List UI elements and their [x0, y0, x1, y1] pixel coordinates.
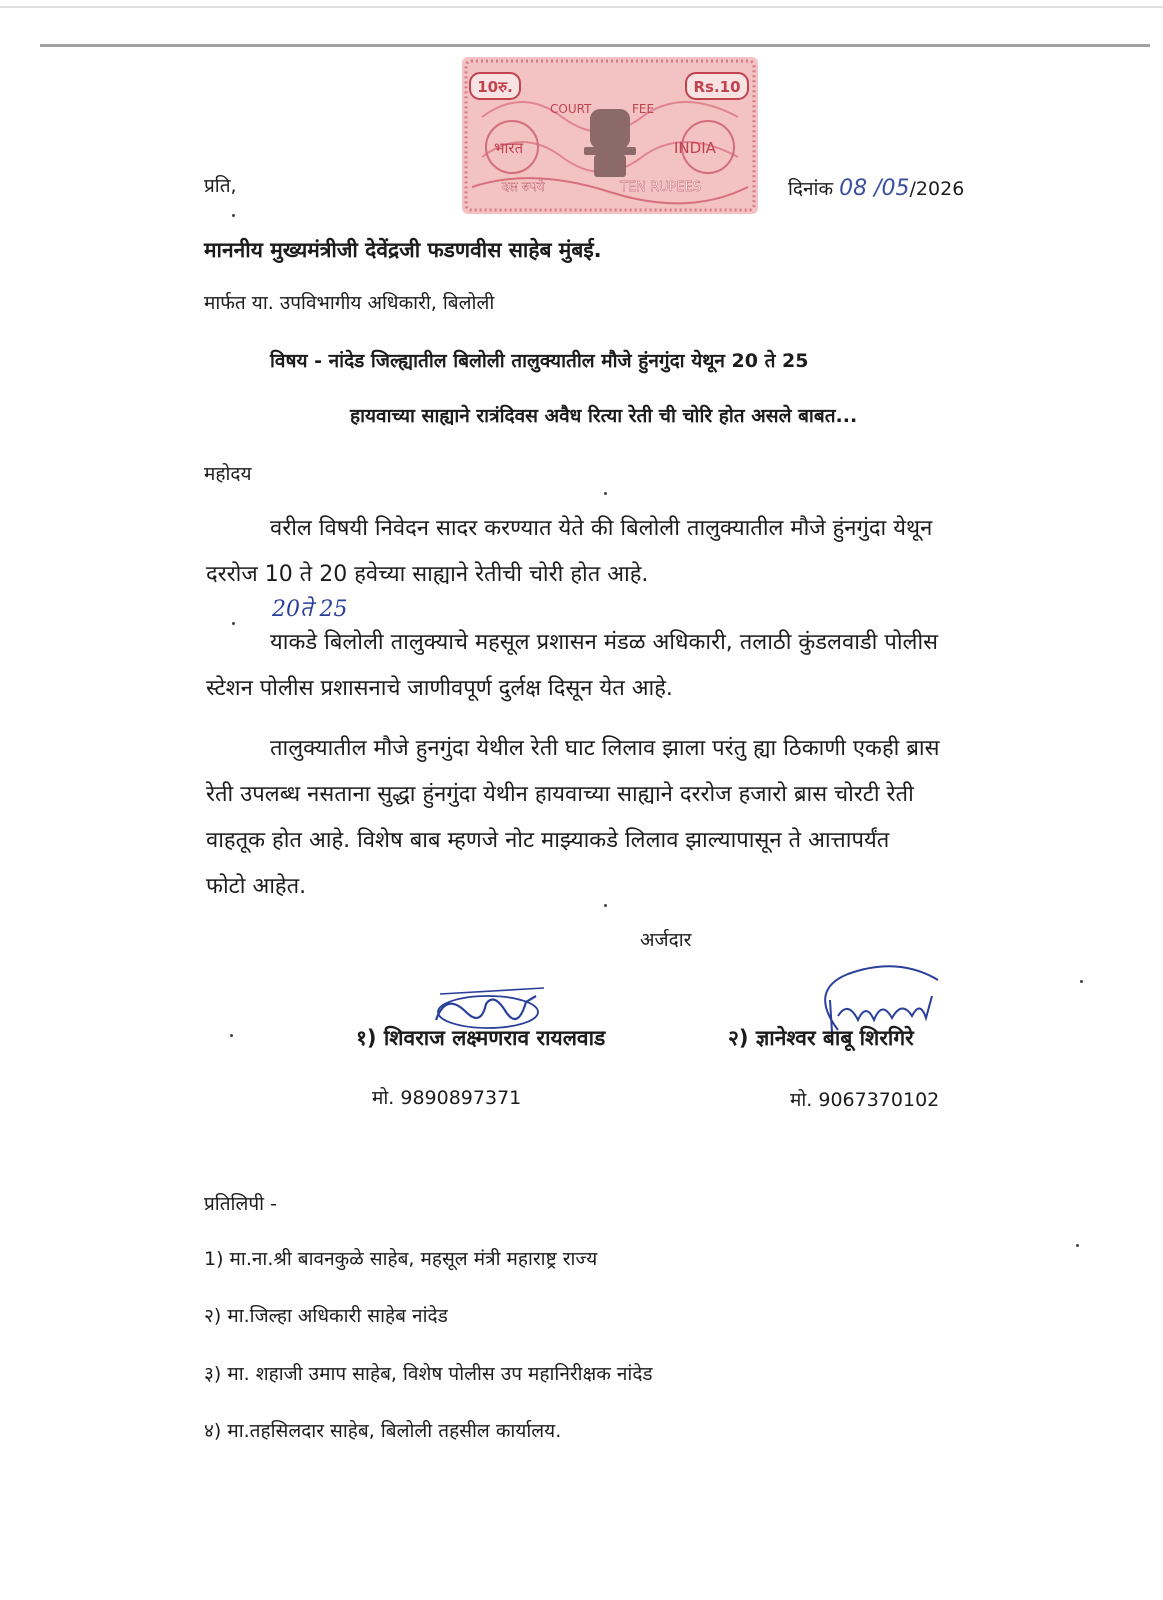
- para3-line2: रेती उपलब्ध नसताना सुद्धा हुंनगुंदा येथीन हायवाच्या साह्याने दररोज हजारो ब्रास चोरटी रेती: [206, 782, 914, 807]
- date-label: दिनांक: [788, 178, 834, 200]
- para1-line2: दररोज 10 ते 20 हवेच्या साह्याने रेतीची चोरी होत आहे.: [206, 562, 649, 587]
- subject-line-2: हायवाच्या साह्याने रात्रंदिवस अवैध रित्या रेती ची चोरि होत असले बाबत...: [350, 405, 858, 427]
- para2-line2: स्टेशन पोलीस प्रशासनाचे जाणीवपूर्ण दुर्लक्ष दिसून येत आहे.: [206, 676, 673, 701]
- applicant-1-phone: मो. 9890897371: [372, 1087, 522, 1109]
- copy-item-4: ४) मा.तहसिलदार साहेब, बिलोली तहसील कार्यालय.: [204, 1420, 562, 1442]
- copy-label: प्रतिलिपी -: [204, 1193, 277, 1215]
- scan-speck: [230, 1034, 233, 1037]
- copy-item-3: ३) मा. शहाजी उमाप साहेब, विशेष पोलीस उप महानिरीक्षक नांदेड: [204, 1363, 653, 1385]
- scan-speck: [1076, 1244, 1079, 1247]
- applicant-2-name: २) ज्ञानेश्वर बाबू शिरगिरे: [728, 1026, 914, 1050]
- applicant-label: अर्जदार: [640, 929, 692, 951]
- stamp-fee: FEE: [632, 102, 655, 116]
- stamp-country-en: INDIA: [674, 139, 716, 157]
- top-rule: [40, 44, 1150, 47]
- scan-speck: [232, 214, 235, 217]
- scan-edge-line: [0, 6, 1163, 8]
- to-label: प्रति,: [204, 175, 237, 197]
- scan-speck: [604, 492, 607, 495]
- court-fee-stamp: [462, 57, 758, 214]
- body-paragraph-2: [206, 620, 1086, 666]
- date-line: दिनांक 08 /05/2026: [788, 176, 965, 201]
- salutation: महोदय: [204, 463, 252, 485]
- para3-line3: वाहतूक होत आहे. विशेष बाब म्हणजे नोट माझ्याकडे लिलाव झाल्यापासून ते आत्तापर्यंत: [206, 828, 890, 853]
- scan-speck: [232, 622, 235, 625]
- stamp-value-left: 10रु.: [477, 78, 513, 96]
- scan-speck: [1080, 980, 1083, 983]
- stamp-words-hi: दस रुपये: [502, 180, 545, 195]
- applicant-2-phone: मो. 9067370102: [790, 1089, 940, 1111]
- para3-line1: तालुक्यातील मौजे हुनगुंदा येथील रेती घाट लिलाव झाला परंतु ह्या ठिकाणी एकही ब्रास: [270, 736, 940, 761]
- copy-item-1: 1) मा.ना.श्री बावनकुळे साहेब, महसूल मंत्री महाराष्ट्र राज्य: [204, 1248, 598, 1270]
- para2-line1: याकडे बिलोली तालुक्याचे महसूल प्रशासन मंडळ अधिकारी, तलाठी कुंडलवाडी पोलीस: [270, 630, 939, 655]
- stamp-court: COURT: [550, 102, 592, 116]
- stamp-country-hi: भारत: [494, 139, 524, 157]
- addressee: माननीय मुख्यमंत्रीजी देवेंद्रजी फडणवीस साहेब मुंबई.: [204, 238, 602, 262]
- subject-line-1: विषय - नांदेड जिल्ह्यातील बिलोली तालुक्यातील मौजे हुंनगुंदा येथून 20 ते 25: [270, 350, 809, 372]
- stamp-value-right: Rs.10: [693, 78, 741, 96]
- body-paragraph-3: [206, 726, 1086, 772]
- via-line: मार्फत या. उपविभागीय अधिकारी, बिलोली: [204, 292, 495, 314]
- stamp-words-en: TEN RUPEES: [620, 180, 702, 195]
- para3-line4: फोटो आहेत.: [206, 874, 307, 899]
- handwritten-correction: 20ते 25: [272, 597, 348, 622]
- scan-speck: [604, 904, 607, 907]
- date-year: /2026: [909, 178, 965, 200]
- applicant-1-name: १) शिवराज लक्ष्मणराव रायलवाड: [356, 1026, 606, 1050]
- date-day: 08: [839, 176, 868, 201]
- copy-item-2: २) मा.जिल्हा अधिकारी साहेब नांदेड: [204, 1305, 448, 1327]
- body-paragraph-1: [206, 506, 1086, 552]
- date-month: 05: [881, 176, 910, 201]
- para1-line1: वरील विषयी निवेदन सादर करण्यात येते की बिलोली तालुक्यातील मौजे हुंनगुंदा येथून: [270, 516, 933, 541]
